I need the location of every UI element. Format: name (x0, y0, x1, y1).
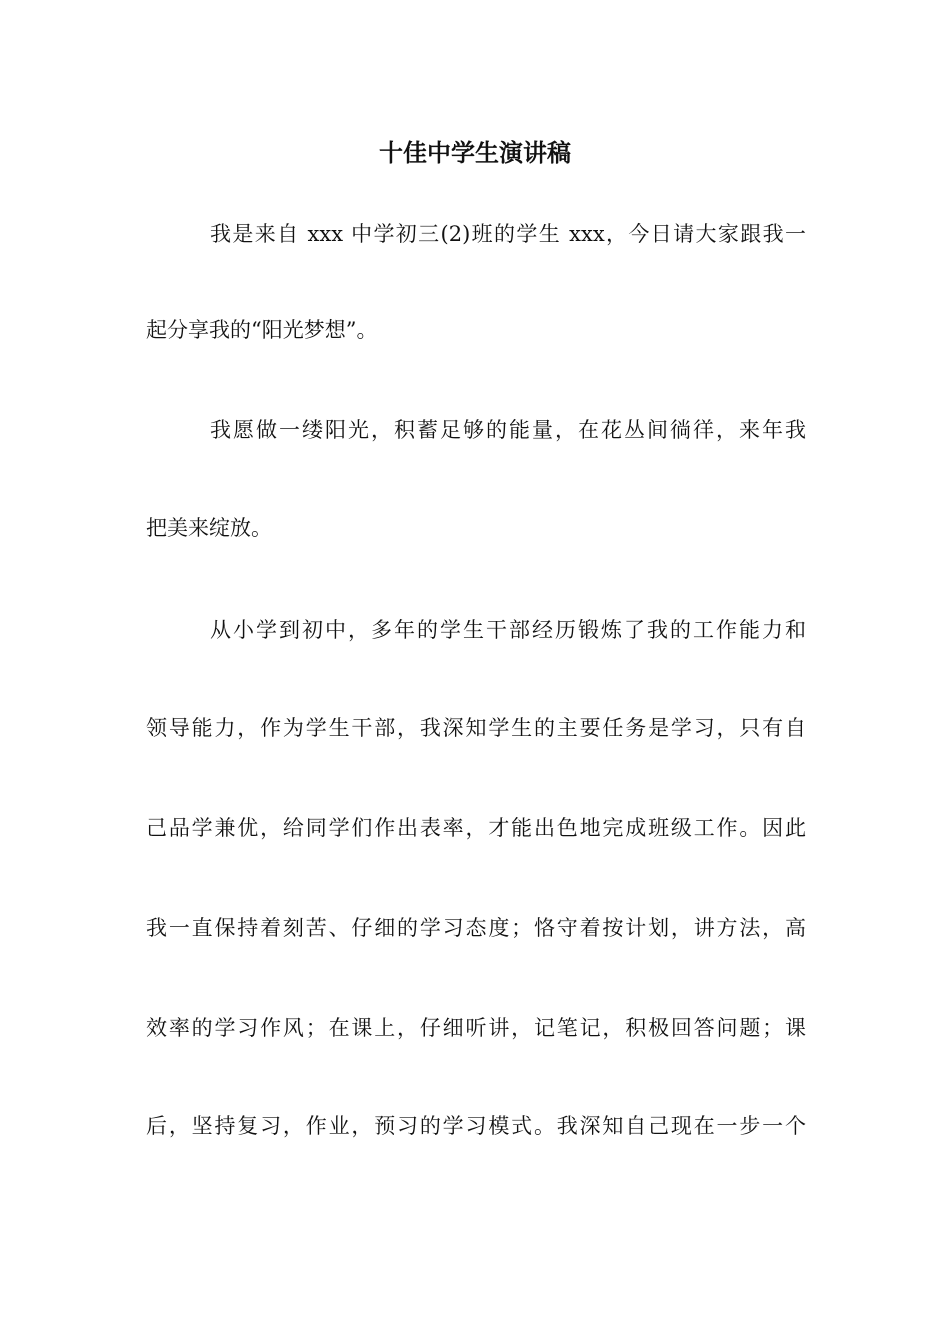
paragraph-3-line-1: 从小学到初中，多年的学生干部经历锻炼了我的工作能力和 (210, 618, 806, 642)
paragraph-1-line-1: 我是来自 xxx 中学初三(2)班的学生 xxx，今日请大家跟我一 (210, 222, 806, 246)
paragraph-2-line-1: 我愿做一缕阳光，积蓄足够的能量，在花丛间徜徉，来年我 (210, 418, 806, 442)
paragraph-3-line-2: 领导能力，作为学生干部，我深知学生的主要任务是学习，只有自 (146, 716, 806, 740)
paragraph-3-line-6: 后，坚持复习，作业，预习的学习模式。我深知自己现在一步一个 (146, 1114, 806, 1138)
paragraph-3-line-3: 己品学兼优，给同学们作出表率，才能出色地完成班级工作。因此 (146, 816, 806, 840)
document-title: 十佳中学生演讲稿 (379, 138, 571, 167)
paragraph-1-line-2: 起分享我的“阳光梦想”。 (146, 318, 378, 342)
paragraph-2-line-2: 把美来绽放。 (146, 516, 272, 540)
paragraph-3-line-5: 效率的学习作风；在课上，仔细听讲，记笔记，积极回答问题；课 (146, 1016, 806, 1040)
paragraph-3-line-4: 我一直保持着刻苦、仔细的学习态度；恪守着按计划，讲方法，高 (146, 916, 806, 940)
